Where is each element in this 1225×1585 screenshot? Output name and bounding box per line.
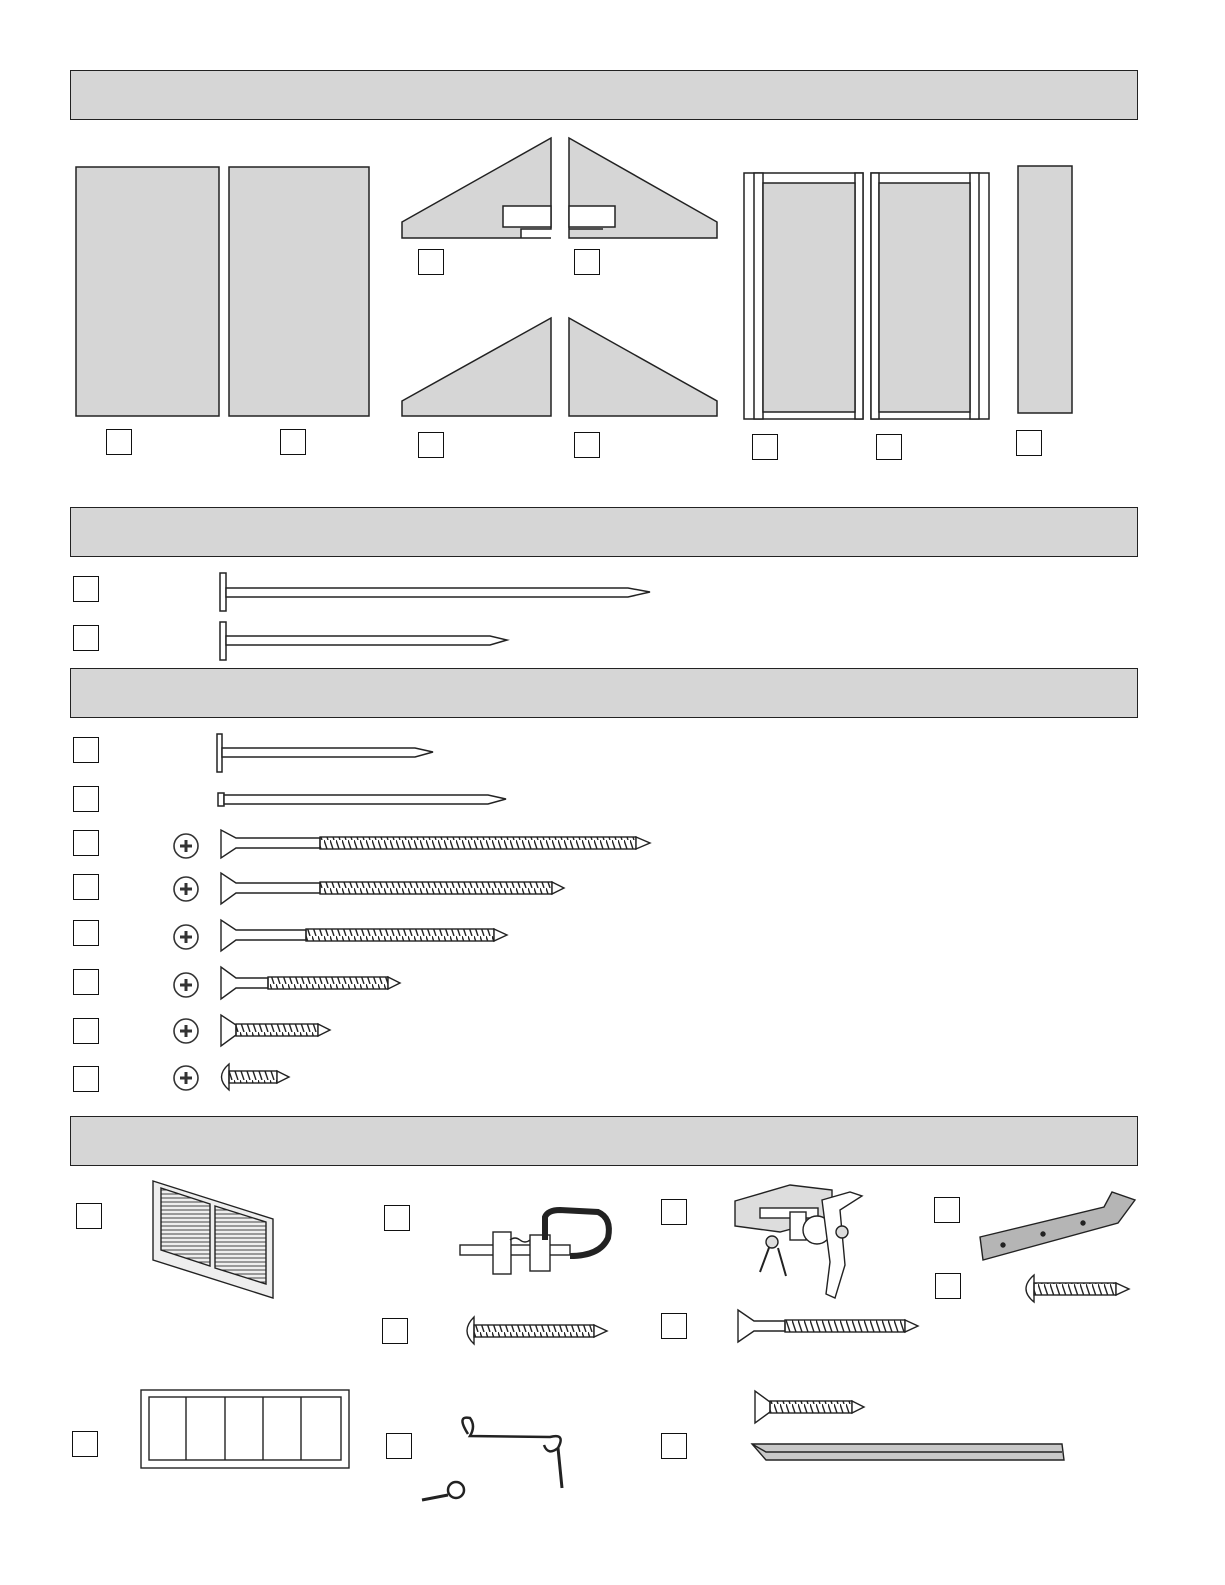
checkbox-vent-frame[interactable] xyxy=(72,1431,98,1457)
screw-2 xyxy=(221,873,564,904)
checkbox-screw-5[interactable] xyxy=(73,1018,99,1044)
checkbox-screw-3[interactable] xyxy=(73,920,99,946)
drip-edge-screw xyxy=(755,1391,864,1423)
door-right xyxy=(871,173,989,419)
checkbox-hinge-screw[interactable] xyxy=(935,1273,961,1299)
checkbox-gable-upper-left[interactable] xyxy=(418,249,444,275)
checkbox-door-right[interactable] xyxy=(876,434,902,460)
checkbox-drip-edge[interactable] xyxy=(661,1433,687,1459)
checkbox-gate-latch[interactable] xyxy=(384,1205,410,1231)
wall-panel-a xyxy=(76,167,219,416)
gable-lower-left xyxy=(402,318,551,416)
screw-1 xyxy=(221,830,650,858)
vent-grille xyxy=(153,1181,273,1298)
drip-edge xyxy=(752,1444,1064,1460)
checkbox-panel-b[interactable] xyxy=(280,429,306,455)
t-handle-lock xyxy=(735,1185,862,1298)
checkbox-strap-hinge[interactable] xyxy=(934,1197,960,1223)
screw-5 xyxy=(221,1015,330,1046)
nail-medium xyxy=(220,622,226,660)
nail-finish xyxy=(218,793,224,806)
phillips-drive-icon xyxy=(174,834,198,1090)
nail-long xyxy=(220,573,226,611)
checkbox-t-handle-lock[interactable] xyxy=(661,1199,687,1225)
screw-4 xyxy=(221,967,400,999)
checkbox-nail-finish[interactable] xyxy=(73,786,99,812)
checkbox-door-left[interactable] xyxy=(752,434,778,460)
screw-3 xyxy=(221,920,507,951)
checkbox-screw-4[interactable] xyxy=(73,969,99,995)
trim-board xyxy=(1018,166,1072,413)
checkbox-hook-eye[interactable] xyxy=(386,1433,412,1459)
checkbox-nail-small-head[interactable] xyxy=(73,737,99,763)
lock-screw xyxy=(738,1310,918,1342)
checkbox-nail-long[interactable] xyxy=(73,576,99,602)
gate-latch xyxy=(460,1210,609,1274)
door-left xyxy=(744,173,863,419)
gable-lower-right xyxy=(569,318,717,416)
screw-6 xyxy=(222,1064,290,1090)
strap-hinge xyxy=(980,1192,1135,1260)
latch-screw xyxy=(467,1317,607,1344)
checkbox-latch-screw[interactable] xyxy=(382,1318,408,1344)
checkbox-lock-screw[interactable] xyxy=(661,1313,687,1339)
checkbox-vent-grille[interactable] xyxy=(76,1203,102,1229)
hook-eye xyxy=(422,1418,562,1500)
checkbox-nail-medium[interactable] xyxy=(73,625,99,651)
checkbox-screw-2[interactable] xyxy=(73,874,99,900)
checkbox-gable-lower-left[interactable] xyxy=(418,432,444,458)
checkbox-panel-a[interactable] xyxy=(106,429,132,455)
checkbox-gable-lower-right[interactable] xyxy=(574,432,600,458)
checkbox-gable-upper-right[interactable] xyxy=(574,249,600,275)
checkbox-screw-1[interactable] xyxy=(73,830,99,856)
wall-panel-b xyxy=(229,167,369,416)
vent-frame xyxy=(141,1390,349,1468)
hinge-screw xyxy=(1026,1275,1129,1302)
checkbox-trim-board[interactable] xyxy=(1016,430,1042,456)
checkbox-screw-6[interactable] xyxy=(73,1066,99,1092)
